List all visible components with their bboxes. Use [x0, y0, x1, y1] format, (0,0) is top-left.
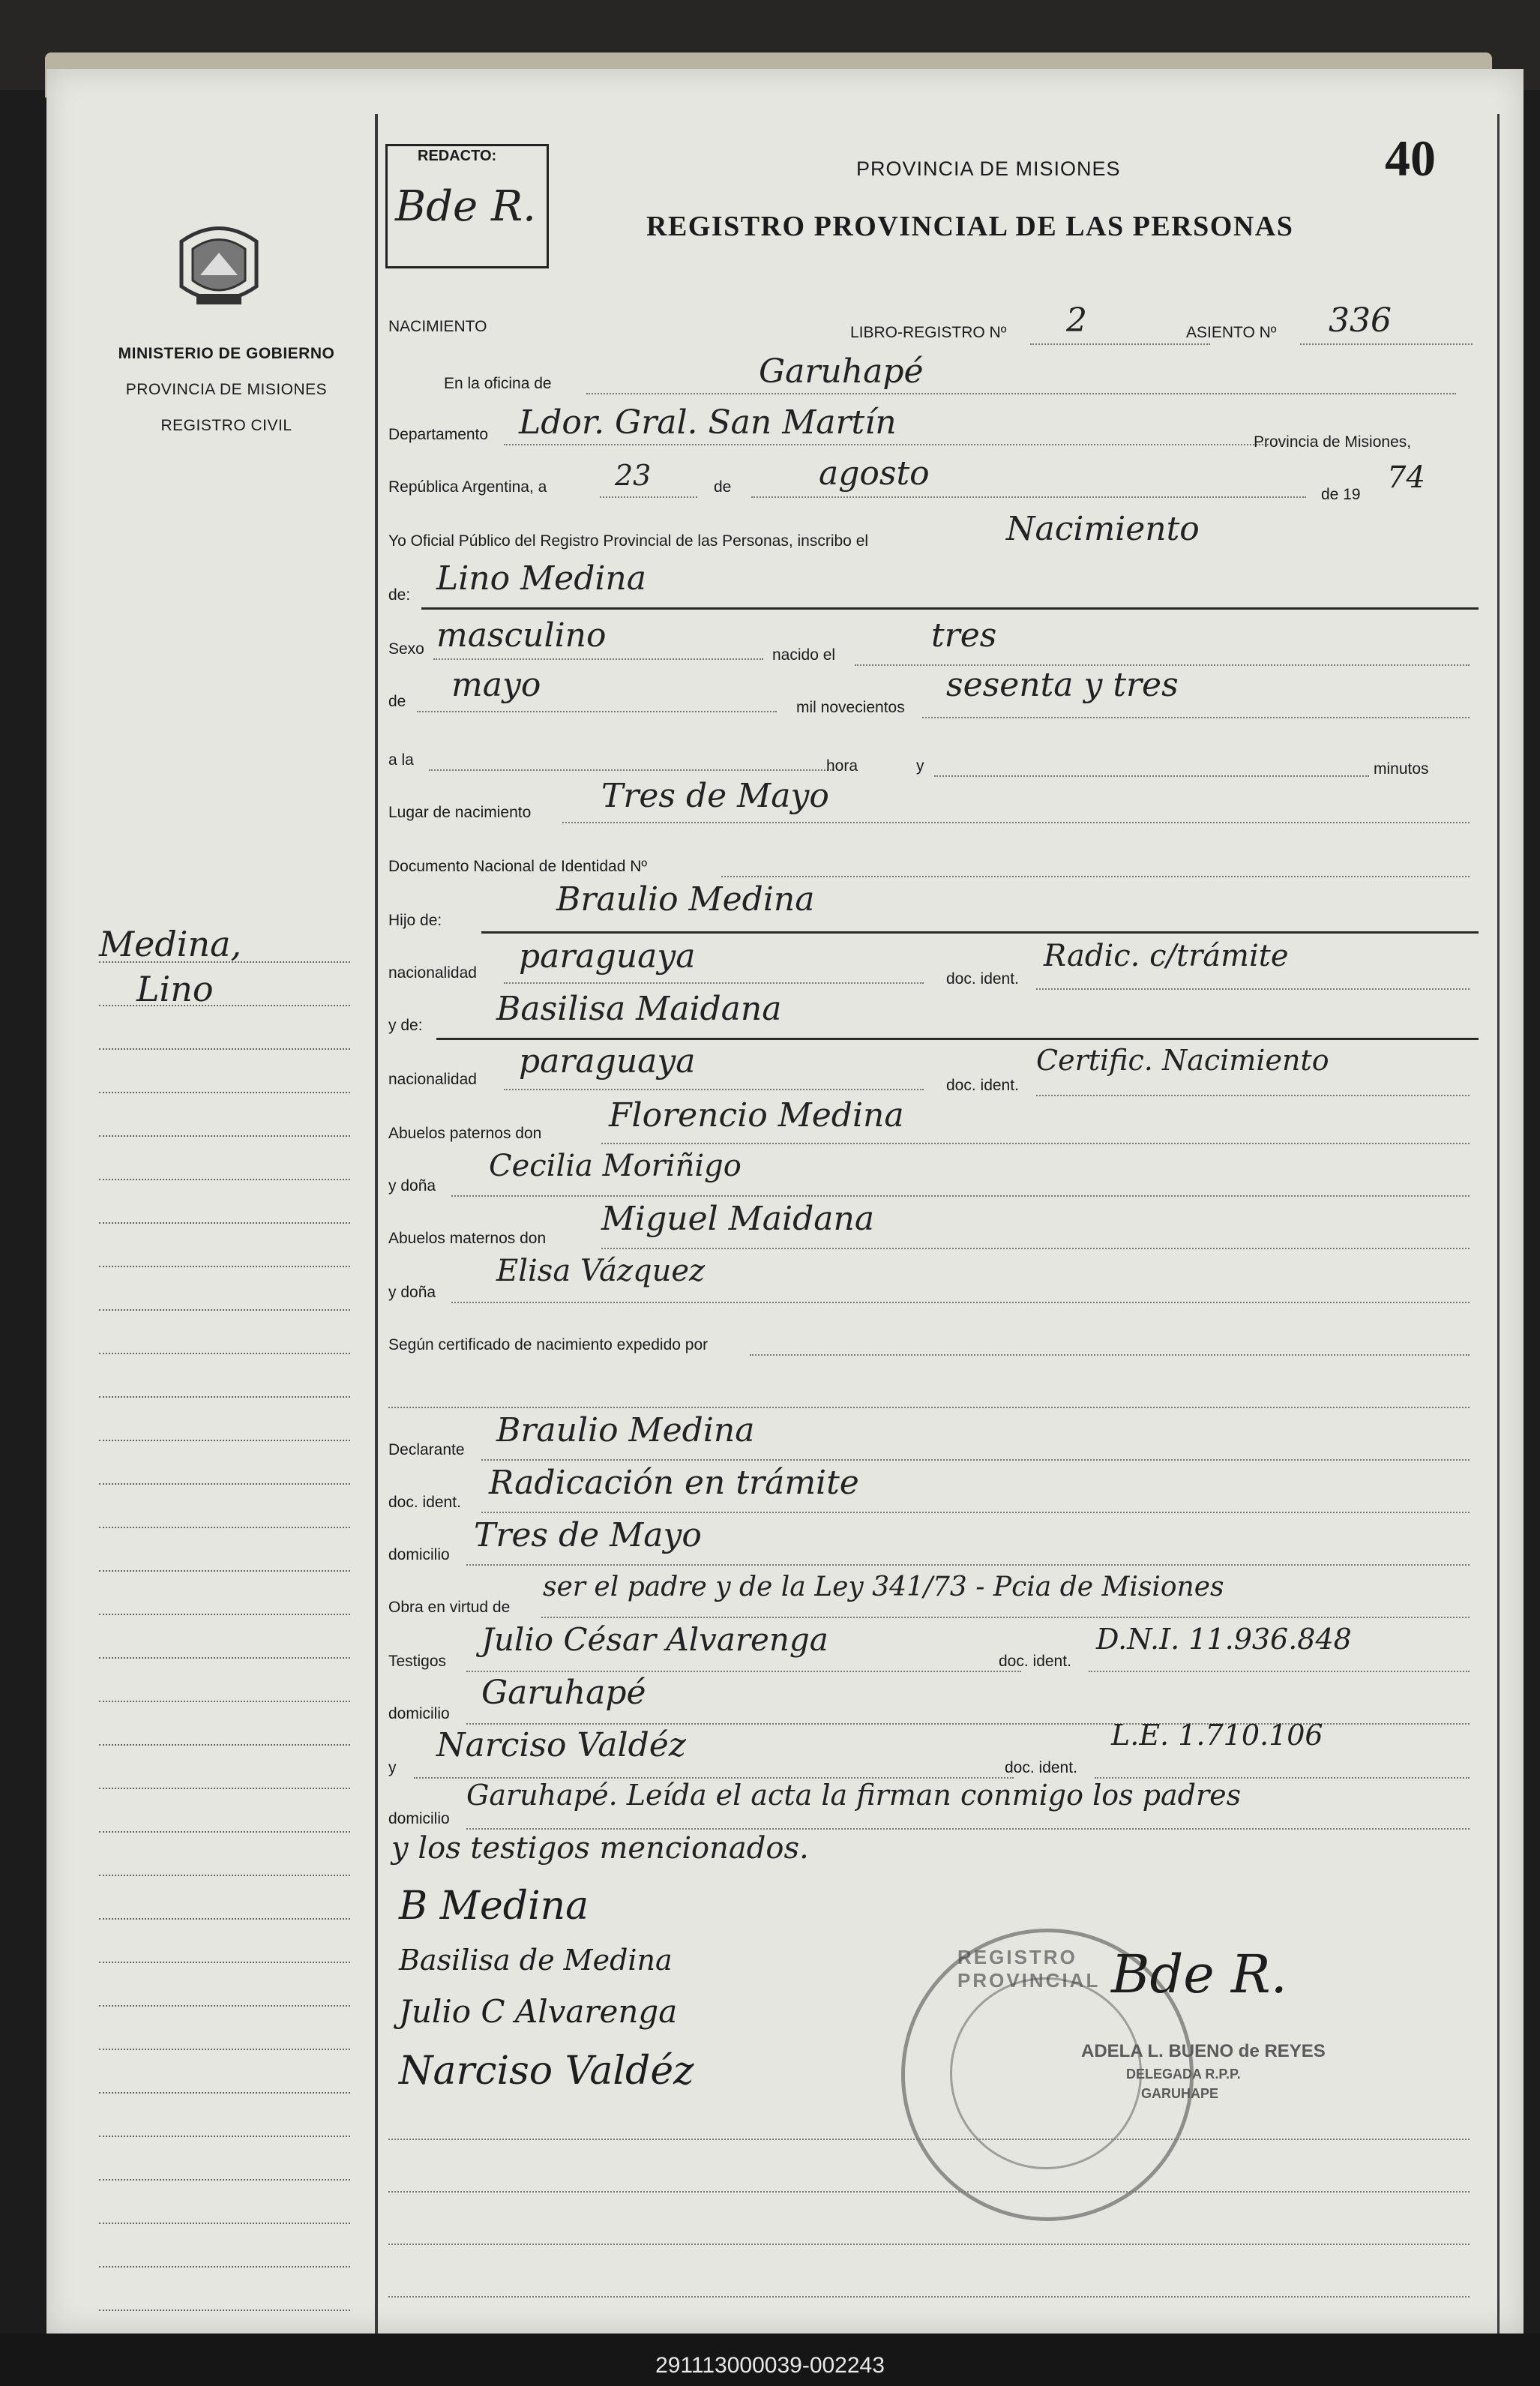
madre-nac-label: nacionalidad — [388, 1071, 477, 1088]
testigo1-dom-value: Garuhapé — [481, 1674, 646, 1712]
blank-rule — [388, 2139, 1470, 2140]
lugar-line — [562, 822, 1470, 823]
testigo2-value: Narciso Valdéz — [436, 1726, 686, 1764]
footer-id: 291113000039-002243 — [655, 2353, 885, 2378]
margin-rule — [99, 2266, 350, 2268]
section-label: NACIMIENTO — [388, 318, 487, 335]
obra-label: Obra en virtud de — [388, 1599, 511, 1616]
obra-line — [541, 1617, 1470, 1618]
child-name-value: Lino Medina — [436, 559, 647, 598]
right-border — [1497, 114, 1500, 2334]
oficina-line — [586, 393, 1456, 394]
minutos-label: minutos — [1374, 760, 1429, 778]
testigo1-doc-value: D.N.I. 11.936.848 — [1096, 1623, 1352, 1656]
padre-doc-line — [1036, 988, 1470, 990]
misiones-seal-icon — [166, 211, 271, 316]
margin-rule — [99, 1092, 350, 1093]
redacto-initials: Bde R. — [395, 182, 536, 231]
segun-line-2 — [388, 1407, 1470, 1408]
inscribo-value: Nacimiento — [1006, 510, 1200, 548]
testigo1-doc-label: doc. ident. — [999, 1653, 1071, 1670]
margin-rule — [99, 1440, 350, 1441]
decl-doc-value: Radicación en trámite — [489, 1464, 859, 1502]
ab-pat-dona-line — [451, 1195, 1470, 1197]
margin-rule — [99, 1135, 350, 1137]
departamento-label: Departamento — [388, 426, 489, 443]
mil-label: mil novecientos — [796, 699, 905, 716]
redacto-label: REDACTO: — [418, 148, 497, 164]
testigo1-line — [466, 1671, 1021, 1672]
testigos-label: Testigos — [388, 1653, 447, 1670]
madre-doc-value: Certific. Nacimiento — [1036, 1044, 1329, 1077]
padre-nac-label: nacionalidad — [388, 964, 477, 982]
blank-rule — [388, 2296, 1470, 2298]
decl-doc-label: doc. ident. — [388, 1494, 461, 1511]
margin-rule — [99, 1788, 350, 1789]
declarante-label: Declarante — [388, 1441, 465, 1458]
provincia-suffix: Provincia de Misiones, — [1254, 433, 1412, 451]
page-number: 40 — [1385, 130, 1436, 187]
margin-rule — [99, 1266, 350, 1267]
madre-nac-line — [504, 1089, 924, 1090]
segun-label: Según certificado de nacimiento expedido por — [388, 1336, 709, 1353]
republica-label: República Argentina, a — [388, 478, 547, 496]
province-header: PROVINCIA DE MISIONES — [856, 157, 1121, 180]
ab-mat-label: Abuelos maternos don — [388, 1230, 547, 1247]
departamento-value: Ldor. Gral. San Martín — [519, 403, 897, 442]
birth-month-value: mayo — [451, 666, 541, 704]
departamento-line — [504, 444, 1269, 445]
margin-rule — [99, 1527, 350, 1528]
month-line — [751, 496, 1306, 498]
name-de-label: de: — [388, 586, 411, 604]
hora-label: hora — [826, 757, 858, 775]
padre-value: Braulio Medina — [556, 880, 815, 919]
margin-rule — [99, 1962, 350, 1963]
day-value: 23 — [615, 459, 652, 492]
margin-rule — [99, 1875, 350, 1876]
margin-rule — [99, 1048, 350, 1050]
a-la-line — [429, 769, 834, 771]
madre-doc-line — [1036, 1095, 1470, 1096]
nacido-value: tres — [931, 616, 997, 655]
a-la-label: a la — [388, 751, 414, 769]
y-hora-label: y — [916, 757, 924, 775]
ab-mat-dona-label: y doña — [388, 1284, 436, 1301]
madre-underline — [436, 1038, 1479, 1040]
margin-rule — [99, 2005, 350, 2007]
mil-line — [922, 717, 1470, 718]
margin-rule — [99, 1005, 350, 1006]
testigo1-value: Julio César Alvarenga — [481, 1621, 828, 1658]
birth-month-line — [417, 711, 777, 712]
margin-rule — [99, 1222, 350, 1224]
ab-pat-line — [601, 1143, 1470, 1144]
official-place: GARUHAPE — [1141, 2086, 1219, 2101]
testigo2-dom-line — [466, 1828, 1470, 1830]
oficina-value: Garuhapé — [759, 352, 924, 391]
hijo-label: Hijo de: — [388, 912, 442, 929]
stamp-text: REGISTRO PROVINCIAL — [957, 1946, 1101, 1992]
official-role: DELEGADA R.P.P. — [1126, 2067, 1241, 2082]
margin-rule — [99, 1831, 350, 1833]
margin-divider — [375, 114, 378, 2334]
margin-rule — [99, 2310, 350, 2311]
left-margin-column — [46, 69, 375, 2334]
document-page — [46, 69, 1524, 2334]
ab-pat-value: Florencio Medina — [609, 1096, 904, 1135]
madre-doc-label: doc. ident. — [946, 1077, 1019, 1094]
fecha-de-label: de — [714, 478, 732, 496]
margin-rule — [99, 1614, 350, 1615]
asiento-label: ASIENTO Nº — [1186, 324, 1277, 341]
official-signature: Bde R. — [1111, 1944, 1287, 2005]
padre-nac-value: paraguaya — [519, 937, 696, 976]
margin-rule — [99, 1744, 350, 1746]
province-label: PROVINCIA DE MISIONES — [125, 381, 328, 398]
signature-father: B Medina — [399, 1884, 589, 1929]
declarante-line — [481, 1459, 1470, 1461]
blank-rule — [388, 2244, 1470, 2245]
redacto-stamp — [385, 144, 549, 268]
testigo2-dom-value: Garuhapé. Leída el acta la firman conmigo los padres — [466, 1779, 1242, 1812]
oficina-label: En la oficina de — [444, 375, 552, 392]
margin-rule — [99, 1396, 350, 1398]
lugar-value: Tres de Mayo — [601, 777, 829, 815]
signature-witness-1: Julio C Alvarenga — [399, 1993, 678, 2030]
signature-mother: Basilisa de Medina — [399, 1944, 673, 1977]
margin-rule — [99, 1353, 350, 1354]
year-value: 74 — [1387, 460, 1425, 495]
birth-de-label: de — [388, 693, 406, 710]
ab-pat-label: Abuelos paternos don — [388, 1125, 542, 1142]
madre-value: Basilisa Maidana — [496, 990, 782, 1028]
decl-dom-label: domicilio — [388, 1546, 450, 1563]
margin-rule — [99, 1179, 350, 1180]
registry-label: REGISTRO CIVIL — [160, 417, 292, 434]
nacido-label: nacido el — [772, 646, 836, 664]
ab-mat-dona-line — [451, 1302, 1470, 1303]
padre-nac-line — [504, 982, 924, 984]
margin-rule — [99, 2092, 350, 2094]
margin-rule — [99, 2179, 350, 2181]
decl-dom-value: Tres de Mayo — [474, 1516, 702, 1554]
margin-rule — [99, 2223, 350, 2224]
dni-label: Documento Nacional de Identidad Nº — [388, 858, 648, 875]
padre-underline — [481, 931, 1479, 934]
obra-value: ser el padre y de la Ley 341/73 - Pcia de Misiones — [543, 1572, 1224, 1602]
ab-pat-dona-label: y doña — [388, 1177, 436, 1194]
ab-mat-dona-value: Elisa Vázquez — [496, 1254, 706, 1288]
sexo-label: Sexo — [388, 640, 424, 658]
segun-line — [750, 1354, 1470, 1356]
decl-dom-line — [466, 1564, 1470, 1566]
year-label: de 19 — [1321, 486, 1361, 503]
margin-rule — [99, 1483, 350, 1485]
dni-line — [721, 876, 1470, 877]
stamp-inner-ring — [950, 1977, 1142, 2169]
margin-rule — [99, 2049, 350, 2050]
name-underline — [421, 607, 1479, 610]
testigo2-y-label: y — [388, 1759, 397, 1776]
ab-mat-value: Miguel Maidana — [601, 1200, 875, 1238]
blank-rule — [388, 2191, 1470, 2193]
lugar-label: Lugar de nacimiento — [388, 804, 532, 821]
ab-mat-line — [601, 1248, 1470, 1249]
madre-nac-value: paraguaya — [519, 1042, 696, 1081]
decl-doc-line — [481, 1512, 1470, 1513]
margin-rule — [99, 1918, 350, 1920]
margin-rule — [99, 1570, 350, 1572]
madre-label: y de: — [388, 1017, 423, 1034]
month-value: agosto — [819, 454, 930, 493]
mil-value: sesenta y tres — [946, 666, 1179, 704]
libro-value: 2 — [1066, 301, 1087, 340]
margin-rule — [99, 2136, 350, 2137]
sexo-value: masculino — [436, 616, 607, 655]
padre-doc-value: Radic. c/trámite — [1044, 939, 1289, 973]
libro-line — [1030, 343, 1210, 345]
testigo1-dom-label: domicilio — [388, 1705, 450, 1722]
registry-title: REGISTRO PROVINCIAL DE LAS PERSONAS — [646, 211, 1294, 242]
margin-firstname: Lino — [136, 969, 214, 1009]
ministry-label: MINISTERIO DE GOBIERNO — [118, 345, 335, 362]
ab-pat-dona-value: Cecilia Moriñigo — [489, 1149, 742, 1183]
minutos-line — [934, 775, 1369, 777]
testigo1-doc-line — [1089, 1671, 1470, 1672]
official-name: ADELA L. BUENO de REYES — [1081, 2041, 1326, 2061]
margin-rule — [99, 1701, 350, 1702]
declarante-value: Braulio Medina — [496, 1411, 755, 1449]
asiento-value: 336 — [1329, 301, 1392, 340]
testigo2-doc-label: doc. ident. — [1005, 1759, 1077, 1776]
libro-label: LIBRO-REGISTRO Nº — [850, 324, 1007, 341]
margin-rule — [99, 961, 350, 963]
testigo2-doc-value: L.E. 1.710.106 — [1111, 1719, 1323, 1752]
sexo-line — [433, 658, 763, 660]
margin-surname: Medina, — [99, 924, 242, 964]
day-line — [600, 496, 697, 498]
padre-doc-label: doc. ident. — [946, 970, 1019, 988]
margin-rule — [99, 1309, 350, 1311]
asiento-line — [1300, 343, 1473, 345]
signature-witness-2: Narciso Valdéz — [399, 2049, 694, 2094]
testigo2-dom-label: domicilio — [388, 1810, 450, 1827]
margin-rule — [99, 1657, 350, 1659]
inscribo-label: Yo Oficial Público del Registro Provincial de las Personas, inscribo el — [388, 532, 869, 550]
closing-text: y los testigos mencionados. — [391, 1831, 809, 1866]
